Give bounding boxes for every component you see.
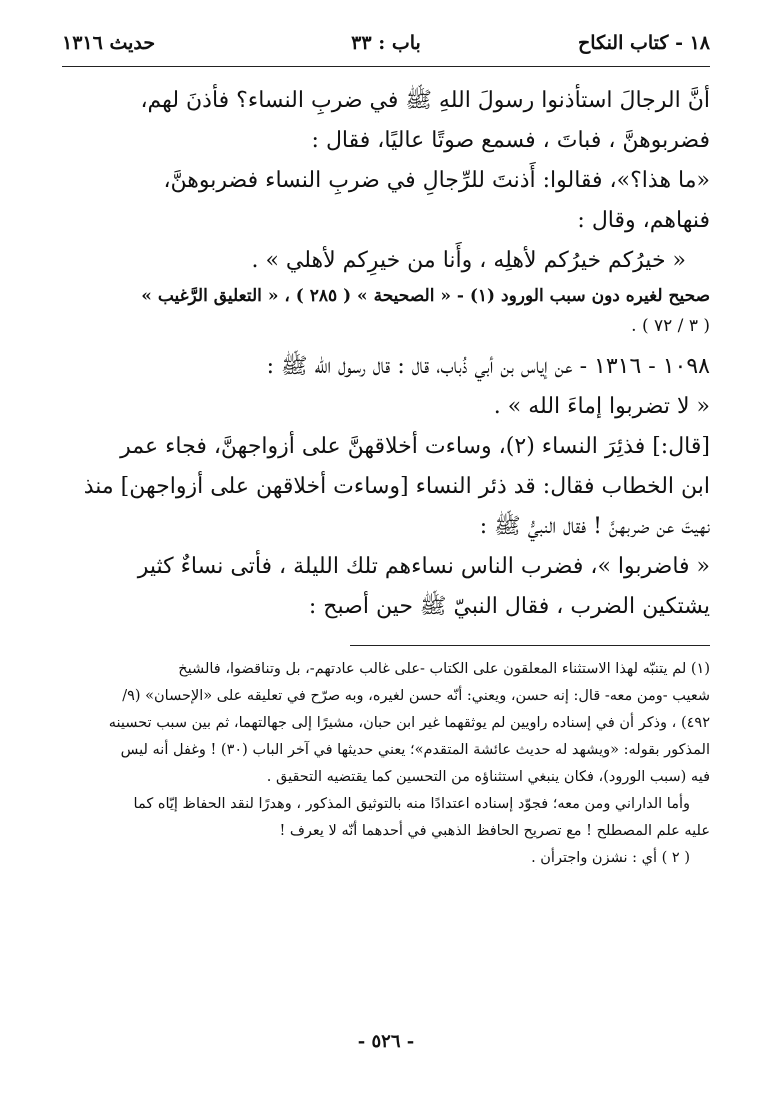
main-text <box>62 81 710 627</box>
chapter-title: ١٨ - كتاب النكاح <box>578 32 710 54</box>
text-line: ابن الخطاب فقال: قد ذئر النساء [وساءت أخلاقهن على أزواجهن] منذ <box>83 474 710 499</box>
page-number: - ٥٢٦ - <box>357 1031 415 1052</box>
footnote-line: عليه علم المصطلح ! مع تصريح الحافظ الذهبي في أحدهما أنّه لا يعرف ! <box>279 823 710 839</box>
text-line: يشتكين الضرب ، فقال النبيّ ﷺ حين أصبح : <box>308 594 710 619</box>
footnotes <box>62 656 710 872</box>
text-line: [قال:] فذئِرَ النساء (٢)، وساءت أخلاقهنَّ على أزواجهنَّ، فجاء عمر <box>120 434 710 459</box>
footnote-line: المذكور بقوله: «ويشهد له حديث عائشة المتقدم»؛ يعني حديثها في آخر الباب (٣٠) ! وغفل أنه ليس <box>120 742 710 758</box>
grading-line: صحيح لغيره دون سبب الورود (١) - « الصحيحة » ( ٢٨٥ ) ، « التعليق الرَّغيب » <box>141 286 710 306</box>
text-line: « فاضربوا »، فضرب الناس نساءهم تلك الليلة ، فأتى نساءٌ كثير <box>137 554 710 579</box>
book-page <box>62 28 710 1068</box>
text-line: نهيتَ عن ضربهنَّ ! فقال النبيُّ ﷺ : <box>479 514 710 539</box>
header-rule <box>62 66 710 67</box>
section-label: باب : ٣٣ <box>351 32 421 54</box>
hadith-heading: ١٠٩٨ - ١٣١٦ - عن إياس بن أبي ذُباب، قال : قال رسول الله ﷺ : <box>266 354 710 379</box>
running-header <box>62 28 710 58</box>
footnote-separator <box>350 645 710 646</box>
text-line: فنهاهم، وقال : <box>577 208 710 233</box>
footnote-line: ٤٩٢) ، وذكر أن في إسناده راويين لم يوثقهما غير ابن حبان، مشيرًا إلى جهالتهما، ثم بين سبب تحسينه <box>108 715 710 731</box>
footnote-line: شعيب -ومن معه- قال: إنه حسن، ويعني: أنّه حسن لغيره، وبه صرّح في تعليقه على «الإحسان» (٩/ <box>122 688 710 704</box>
footnote-line: وأما الداراني ومن معه؛ فجوّد إسناده اعتدادًا منه بالتوثيق المذكور ، وهدرًا لنقد الحفاظ إيّاه كما <box>133 796 690 812</box>
text-line: فضربوهنَّ ، فباتَ ، فسمع صوتًا عاليًا، فقال : <box>311 128 710 153</box>
grading-line: ( ٣ / ٧٢ ) . <box>631 316 710 336</box>
text-line: «ما هذا؟»، فقالوا: أَذنتَ للرِّجالِ في ضربِ النساء فضربوهنَّ، <box>163 168 710 193</box>
footnote-line: (١) لم يتنبّه لهذا الاستثناء المعلقون على الكتاب -على غالب عادتهم-، بل وتناقضوا، فالشيخ <box>178 661 710 677</box>
text-line: أنَّ الرجالَ استأذنوا رسولَ اللهِ ﷺ في ضربِ النساء؟ فأذنَ لهم، <box>140 88 710 113</box>
hadith-quote: « لا تضربوا إماءَ الله » . <box>493 394 710 419</box>
footnote-line: فيه (سبب الورود)، فكان ينبغي استثناؤه من التحسين كما يقتضيه التحقيق . <box>266 769 710 785</box>
footnote-line: ( ٢ ) أي : نشزن واجترأن . <box>531 850 690 866</box>
hadith-quote: « خيرُكم خيرُكم لأهلِه ، وأَنا من خيرِكم لأهلي » . <box>251 248 686 273</box>
hadith-number: حديث ١٣١٦ <box>62 32 156 54</box>
